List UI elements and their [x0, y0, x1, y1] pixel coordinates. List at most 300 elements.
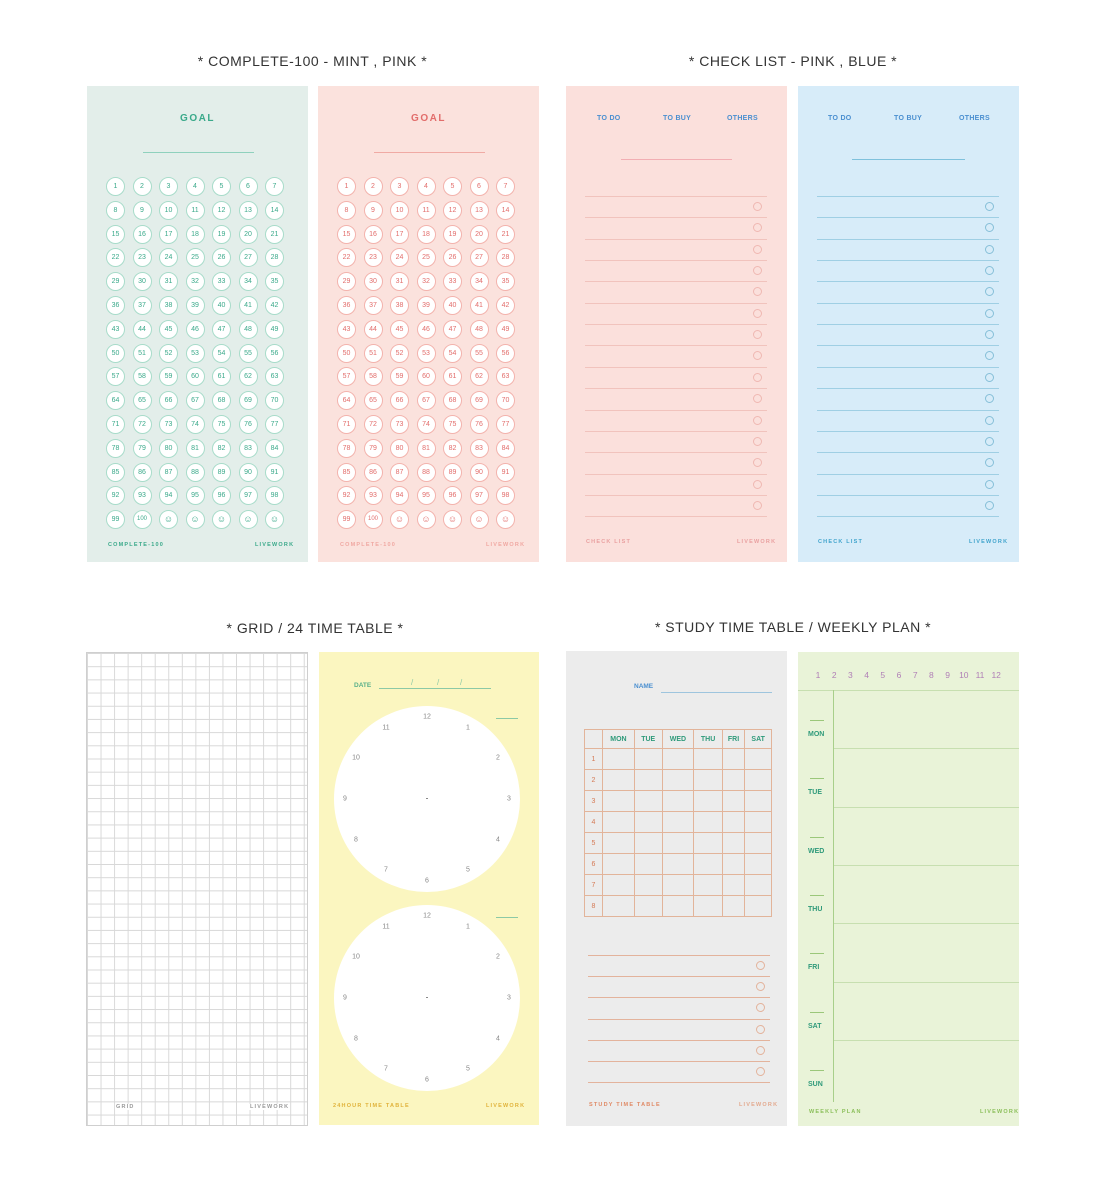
checklist-line: [585, 516, 767, 517]
header-line: [852, 159, 965, 160]
checkbox-circle-icon[interactable]: [753, 394, 762, 403]
checklist-line: [588, 976, 770, 977]
count-circle: 97: [470, 486, 489, 505]
count-circle: 94: [159, 486, 178, 505]
count-circle: 9: [133, 201, 152, 220]
timetable-cell: [603, 770, 635, 791]
section-title-complete: * COMPLETE-100 - MINT , PINK *: [197, 53, 428, 69]
count-circle: 79: [133, 439, 152, 458]
count-circle: 99: [106, 510, 125, 529]
checkbox-circle-icon[interactable]: [753, 480, 762, 489]
clock-number: 6: [425, 877, 429, 885]
count-circle: 97: [239, 486, 258, 505]
count-circle: 99: [337, 510, 356, 529]
clock-number: 4: [496, 1035, 500, 1043]
checklist-line: [585, 345, 767, 346]
clock-number: 2: [496, 754, 500, 762]
timetable-cell: [603, 896, 635, 917]
timetable-cell: [603, 791, 635, 812]
day-dash: [810, 720, 824, 721]
count-circle: 38: [390, 296, 409, 315]
count-circle: 86: [133, 463, 152, 482]
count-circle: 74: [417, 415, 436, 434]
checkbox-circle-icon[interactable]: [985, 458, 994, 467]
24hour-time-table-pad: [319, 652, 539, 1125]
hour-number: 2: [831, 670, 837, 680]
checkbox-circle-icon[interactable]: [753, 245, 762, 254]
circle-grid: [337, 177, 523, 527]
day-header: THU: [694, 730, 722, 749]
count-circle: 21: [265, 225, 284, 244]
count-circle: 56: [496, 344, 515, 363]
count-circle: 51: [133, 344, 152, 363]
clock-note-line: [496, 917, 518, 918]
count-circle: 36: [337, 296, 356, 315]
count-circle: 42: [265, 296, 284, 315]
count-circle: 3: [390, 177, 409, 196]
date-line: [379, 688, 491, 689]
timetable-cell: [694, 791, 722, 812]
checklist-line: [817, 196, 999, 197]
count-circle: 74: [186, 415, 205, 434]
checklist-line: [817, 452, 999, 453]
count-circle: 12: [443, 201, 462, 220]
checklist-line: [817, 260, 999, 261]
count-circle: 51: [364, 344, 383, 363]
count-circle: 45: [390, 320, 409, 339]
timetable-cell: [745, 749, 772, 770]
count-circle: 28: [265, 248, 284, 267]
count-circle: 27: [470, 248, 489, 267]
clock-face: [334, 905, 520, 1091]
pad-footer-right: LIVEWORK: [969, 539, 1009, 545]
hour-number: 12: [991, 670, 1001, 680]
timetable-cell: [745, 896, 772, 917]
count-circle: 54: [443, 344, 462, 363]
checkbox-circle-icon[interactable]: [985, 437, 994, 446]
day-dash: [810, 837, 824, 838]
count-circle: 87: [390, 463, 409, 482]
checklist-line: [817, 495, 999, 496]
count-circle: 81: [417, 439, 436, 458]
day-dash: [810, 895, 824, 896]
count-circle: 85: [337, 463, 356, 482]
checklist-line: [585, 431, 767, 432]
checkbox-circle-icon[interactable]: [753, 437, 762, 446]
clock-number: 7: [384, 866, 388, 874]
period-number: 2: [585, 770, 603, 791]
day-label: MON: [808, 731, 825, 738]
goal-title: GOAL: [180, 113, 215, 124]
count-circle: 100: [364, 510, 383, 529]
checklist-line: [588, 1061, 770, 1062]
checklist-line: [585, 324, 767, 325]
count-circle: 77: [265, 415, 284, 434]
count-circle: 98: [265, 486, 284, 505]
checkbox-circle-icon[interactable]: [756, 1025, 765, 1034]
count-circle: 61: [443, 367, 462, 386]
checkbox-circle-icon[interactable]: [985, 480, 994, 489]
timetable-cell: [634, 812, 662, 833]
timetable-cell: [662, 812, 694, 833]
checkbox-circle-icon[interactable]: [985, 394, 994, 403]
grid-pad: [86, 652, 308, 1126]
day-header: WED: [662, 730, 694, 749]
count-circle: 96: [443, 486, 462, 505]
header-line: [621, 159, 732, 160]
section-title-study: * STUDY TIME TABLE / WEEKLY PLAN *: [654, 619, 932, 635]
count-circle: 88: [186, 463, 205, 482]
checklist-line: [585, 260, 767, 261]
count-circle: 28: [496, 248, 515, 267]
timetable-cell: [634, 749, 662, 770]
clock-number: 7: [384, 1065, 388, 1073]
count-circle: 44: [364, 320, 383, 339]
smiley-icon: ☺: [470, 510, 489, 529]
pad-footer-right: LIVEWORK: [486, 542, 526, 548]
timetable-cell: [603, 749, 635, 770]
count-circle: 43: [337, 320, 356, 339]
count-circle: 14: [265, 201, 284, 220]
timetable-cell: [634, 833, 662, 854]
pad-footer-left: COMPLETE-100: [108, 542, 164, 548]
count-circle: 6: [239, 177, 258, 196]
count-circle: 23: [133, 248, 152, 267]
timetable-cell: [745, 791, 772, 812]
checklist-line: [817, 217, 999, 218]
count-circle: 5: [443, 177, 462, 196]
count-circle: 21: [496, 225, 515, 244]
checklist-line: [817, 516, 999, 517]
checklist-line: [817, 345, 999, 346]
count-circle: 90: [470, 463, 489, 482]
count-circle: 63: [265, 367, 284, 386]
count-circle: 11: [417, 201, 436, 220]
count-circle: 4: [186, 177, 205, 196]
tab-to-do: TO DO: [828, 115, 852, 122]
clock-number: 8: [354, 1035, 358, 1043]
checkbox-circle-icon[interactable]: [985, 202, 994, 211]
checkbox-circle-icon[interactable]: [985, 245, 994, 254]
timetable-cell: [745, 770, 772, 791]
count-circle: 72: [364, 415, 383, 434]
timetable-cell: [662, 749, 694, 770]
goal-line: [143, 152, 254, 153]
checkbox-circle-icon[interactable]: [753, 501, 762, 510]
checklist-line: [817, 410, 999, 411]
checklist-line: [817, 474, 999, 475]
checklist-line: [588, 1040, 770, 1041]
checkbox-circle-icon[interactable]: [985, 373, 994, 382]
count-circle: 81: [186, 439, 205, 458]
period-number: 4: [585, 812, 603, 833]
timetable-cell: [603, 875, 635, 896]
count-circle: 11: [186, 201, 205, 220]
count-circle: 41: [470, 296, 489, 315]
count-circle: 95: [186, 486, 205, 505]
checklist-line: [585, 367, 767, 368]
date-slash: /: [460, 678, 463, 687]
count-circle: 8: [106, 201, 125, 220]
count-circle: 75: [443, 415, 462, 434]
count-circle: 52: [159, 344, 178, 363]
count-circle: 53: [186, 344, 205, 363]
checkbox-circle-icon[interactable]: [985, 351, 994, 360]
checkbox-circle-icon[interactable]: [753, 330, 762, 339]
pad-footer-left: CHECK LIST: [818, 539, 863, 545]
count-circle: 17: [390, 225, 409, 244]
checkbox-circle-icon[interactable]: [985, 416, 994, 425]
count-circle: 3: [159, 177, 178, 196]
checkbox-circle-icon[interactable]: [753, 373, 762, 382]
smiley-icon: ☺: [186, 510, 205, 529]
count-circle: 71: [106, 415, 125, 434]
count-circle: 61: [212, 367, 231, 386]
checkbox-circle-icon[interactable]: [756, 961, 765, 970]
hour-number: 4: [864, 670, 869, 680]
timetable-cell: [634, 896, 662, 917]
section-title-grid: * GRID / 24 TIME TABLE *: [226, 620, 404, 636]
count-circle: 84: [265, 439, 284, 458]
count-circle: 1: [337, 177, 356, 196]
timetable-cell: [745, 812, 772, 833]
hour-number: 10: [959, 670, 969, 680]
count-circle: 91: [265, 463, 284, 482]
count-circle: 64: [337, 391, 356, 410]
pad-footer-left: CHECK LIST: [586, 539, 631, 545]
count-circle: 46: [417, 320, 436, 339]
tab-others: OTHERS: [727, 115, 758, 122]
section-title-checklist: * CHECK LIST - PINK , BLUE *: [688, 53, 898, 69]
count-circle: 18: [417, 225, 436, 244]
count-circle: 68: [212, 391, 231, 410]
hour-number: 6: [896, 670, 902, 680]
count-circle: 4: [417, 177, 436, 196]
count-circle: 70: [496, 391, 515, 410]
count-circle: 54: [212, 344, 231, 363]
count-circle: 78: [106, 439, 125, 458]
count-circle: 92: [106, 486, 125, 505]
count-circle: 17: [159, 225, 178, 244]
checkbox-circle-icon[interactable]: [756, 1067, 765, 1076]
checkbox-circle-icon[interactable]: [985, 330, 994, 339]
count-circle: 73: [390, 415, 409, 434]
checklist-line: [588, 955, 770, 956]
count-circle: 16: [364, 225, 383, 244]
count-circle: 45: [159, 320, 178, 339]
count-circle: 13: [470, 201, 489, 220]
clock-number: 12: [423, 912, 431, 920]
timetable-cell: [722, 770, 745, 791]
checklist-line: [585, 196, 767, 197]
day-separator-line: [834, 807, 1019, 808]
count-circle: 76: [239, 415, 258, 434]
hour-number: 5: [880, 670, 886, 680]
period-number: 7: [585, 875, 603, 896]
count-circle: 9: [364, 201, 383, 220]
count-circle: 47: [212, 320, 231, 339]
count-circle: 65: [364, 391, 383, 410]
checkbox-circle-icon[interactable]: [753, 458, 762, 467]
checklist-line: [585, 217, 767, 218]
count-circle: 32: [417, 272, 436, 291]
count-circle: 35: [265, 272, 284, 291]
count-circle: 60: [417, 367, 436, 386]
day-label: SAT: [808, 1022, 822, 1030]
count-circle: 40: [212, 296, 231, 315]
checkbox-circle-icon[interactable]: [753, 309, 762, 318]
day-separator-line: [834, 1040, 1019, 1041]
name-line: [661, 692, 772, 693]
timetable-cell: [722, 854, 745, 875]
smiley-icon: ☺: [212, 510, 231, 529]
count-circle: 2: [133, 177, 152, 196]
clock-number: 5: [466, 1065, 470, 1073]
smiley-icon: ☺: [443, 510, 462, 529]
count-circle: 60: [186, 367, 205, 386]
count-circle: 22: [337, 248, 356, 267]
clock-number: 6: [425, 1076, 429, 1084]
count-circle: 25: [186, 248, 205, 267]
checkbox-circle-icon[interactable]: [756, 1046, 765, 1055]
count-circle: 67: [186, 391, 205, 410]
count-circle: 75: [212, 415, 231, 434]
checklist-line: [817, 324, 999, 325]
checkbox-circle-icon[interactable]: [753, 266, 762, 275]
timetable-cell: [722, 833, 745, 854]
count-circle: 39: [417, 296, 436, 315]
count-circle: 72: [133, 415, 152, 434]
day-dash: [810, 953, 824, 954]
day-label: THU: [808, 905, 823, 913]
timetable-cell: [694, 875, 722, 896]
grid-pattern: [87, 653, 307, 1125]
count-circle: 53: [417, 344, 436, 363]
day-header: SAT: [745, 730, 772, 749]
checkbox-circle-icon[interactable]: [753, 223, 762, 232]
pad-footer-right: LIVEWORK: [486, 1103, 526, 1109]
complete-100-mint-pad: [87, 86, 308, 562]
count-circle: 62: [470, 367, 489, 386]
checkbox-circle-icon[interactable]: [753, 416, 762, 425]
count-circle: 48: [239, 320, 258, 339]
timetable-cell: [634, 854, 662, 875]
timetable-cell: [694, 854, 722, 875]
timetable-cell: [722, 749, 745, 770]
count-circle: 33: [212, 272, 231, 291]
count-circle: 38: [159, 296, 178, 315]
checkbox-circle-icon[interactable]: [985, 501, 994, 510]
smiley-icon: ☺: [496, 510, 515, 529]
timetable-cell: [694, 749, 722, 770]
period-number: 8: [585, 896, 603, 917]
count-circle: 40: [443, 296, 462, 315]
count-circle: 50: [106, 344, 125, 363]
count-circle: 85: [106, 463, 125, 482]
count-circle: 71: [337, 415, 356, 434]
count-circle: 55: [239, 344, 258, 363]
count-circle: 87: [159, 463, 178, 482]
checkbox-circle-icon[interactable]: [753, 351, 762, 360]
clock-number: 12: [423, 713, 431, 721]
count-circle: 59: [159, 367, 178, 386]
count-circle: 22: [106, 248, 125, 267]
name-label: NAME: [634, 683, 654, 690]
day-separator-line: [834, 865, 1019, 866]
period-number: 1: [585, 749, 603, 770]
count-circle: 31: [390, 272, 409, 291]
day-separator-line: [834, 982, 1019, 983]
checkbox-circle-icon[interactable]: [985, 266, 994, 275]
count-circle: 92: [337, 486, 356, 505]
goal-title: GOAL: [411, 113, 446, 124]
count-circle: 24: [159, 248, 178, 267]
timetable-cell: [603, 854, 635, 875]
timetable-cell: [694, 833, 722, 854]
checklist-line: [817, 303, 999, 304]
clock-number: 4: [496, 836, 500, 844]
clock-number: 10: [352, 754, 360, 762]
count-circle: 25: [417, 248, 436, 267]
checkbox-circle-icon[interactable]: [985, 223, 994, 232]
count-circle: 1: [106, 177, 125, 196]
count-circle: 89: [443, 463, 462, 482]
day-label: SUN: [808, 1080, 823, 1088]
checkbox-circle-icon[interactable]: [985, 309, 994, 318]
count-circle: 63: [496, 367, 515, 386]
checklist-line: [585, 388, 767, 389]
clock-number: 5: [466, 866, 470, 874]
smiley-icon: ☺: [159, 510, 178, 529]
count-circle: 7: [265, 177, 284, 196]
count-circle: 15: [106, 225, 125, 244]
clock-number: 3: [507, 994, 511, 1002]
timetable-cell: [662, 854, 694, 875]
day-label: TUE: [808, 789, 822, 797]
checklist-line: [817, 239, 999, 240]
timetable-cell: [722, 896, 745, 917]
clock-number: 8: [354, 836, 358, 844]
checkbox-circle-icon[interactable]: [985, 287, 994, 296]
count-circle: 80: [159, 439, 178, 458]
count-circle: 50: [337, 344, 356, 363]
count-circle: 29: [106, 272, 125, 291]
count-circle: 44: [133, 320, 152, 339]
table-corner: [585, 730, 603, 749]
smiley-icon: ☺: [265, 510, 284, 529]
count-circle: 26: [212, 248, 231, 267]
checklist-line: [585, 281, 767, 282]
period-number: 6: [585, 854, 603, 875]
count-circle: 30: [133, 272, 152, 291]
checkbox-circle-icon[interactable]: [753, 287, 762, 296]
checkbox-circle-icon[interactable]: [753, 202, 762, 211]
timetable-cell: [662, 896, 694, 917]
checkbox-circle-icon[interactable]: [756, 982, 765, 991]
checkbox-circle-icon[interactable]: [756, 1003, 765, 1012]
count-circle: 82: [443, 439, 462, 458]
timetable-cell: [634, 770, 662, 791]
count-circle: 89: [212, 463, 231, 482]
day-label: FRI: [808, 964, 820, 972]
count-circle: 37: [364, 296, 383, 315]
count-circle: 18: [186, 225, 205, 244]
pad-footer-right: LIVEWORK: [980, 1109, 1019, 1115]
clock-number: 1: [466, 724, 470, 732]
count-circle: 69: [239, 391, 258, 410]
timetable-cell: [603, 812, 635, 833]
count-circle: 15: [337, 225, 356, 244]
